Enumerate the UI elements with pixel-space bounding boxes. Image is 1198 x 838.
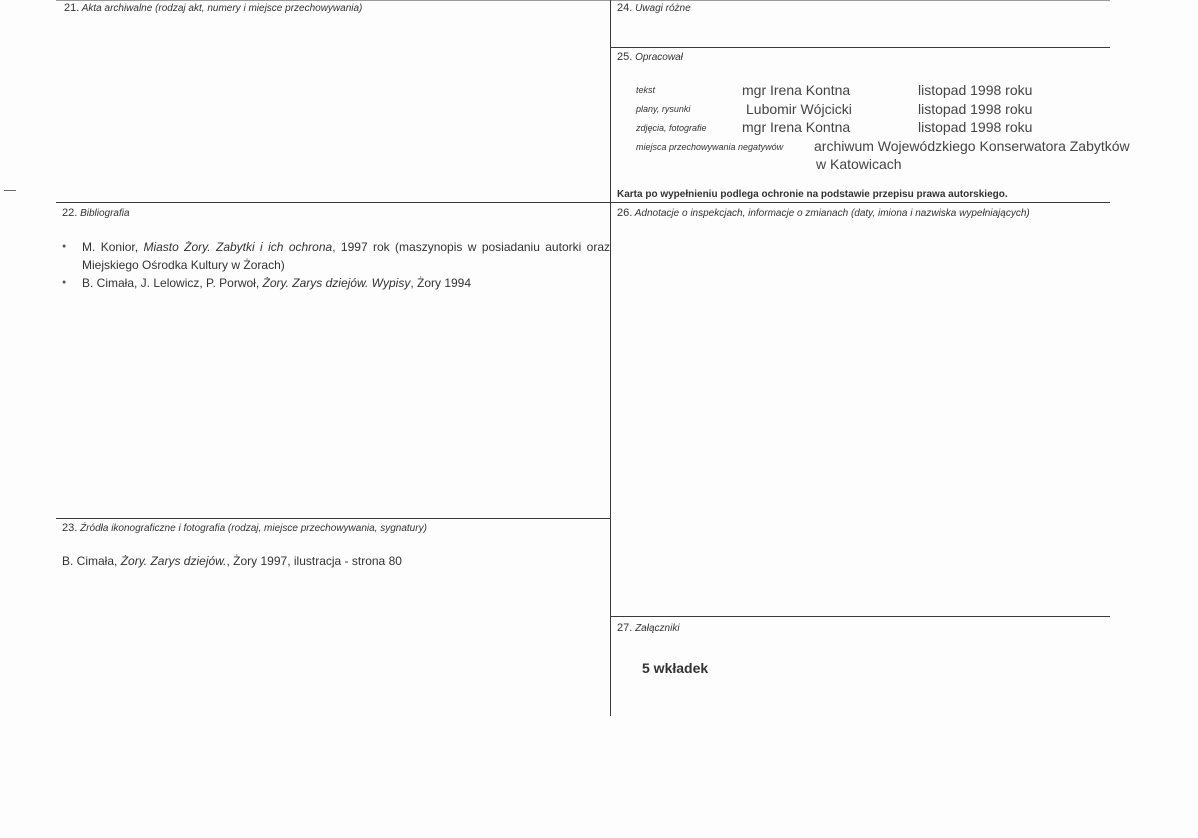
bib-author: B. Cimała, J. Lelowicz, P. Porwoł, <box>82 276 263 290</box>
sec21-label: Akta archiwalne (rodzaj akt, numery i miejsce przechowywania) <box>81 3 363 14</box>
sec25-row-name: mgr Irena Kontna <box>742 82 851 98</box>
sec25-header <box>617 51 683 63</box>
sec23-number: 23. <box>62 522 78 534</box>
sec24-header <box>617 2 691 14</box>
sec25-row-date: listopad 1998 roku <box>918 119 1033 135</box>
sec24-number: 24. <box>617 2 633 14</box>
sec25-row-date: listopad 1998 roku <box>918 101 1033 117</box>
sec21-header <box>64 2 362 14</box>
column-divider <box>610 0 611 716</box>
sec26-label: Adnotacje o inspekcjach, informacje o zmianach (daty, imiona i nazwiska wypełniających) <box>634 208 1030 219</box>
sec22-label: Bibliografia <box>80 208 130 219</box>
divider-25-26 <box>611 202 1110 203</box>
bibliography-item <box>62 238 610 274</box>
sec23-label: Źródła ikonograficzne i fotografia (rodzaj, miejsce przechowywania, sygnatury) <box>80 523 427 534</box>
sec25-row-name: Lubomir Wójcicki <box>746 101 852 117</box>
sec25-row-label: plany, rysunki <box>636 104 691 114</box>
sec24-label: Uwagi różne <box>635 3 691 14</box>
divider-26-27 <box>611 616 1110 617</box>
bib-rest: , 1997 rok (maszynopis w posiadaniu autorki oraz Miejskiego Ośrodka Kultury w Żorach) <box>82 240 610 272</box>
sec27-header <box>617 622 680 634</box>
iconography-entry <box>62 554 402 568</box>
sec22-header <box>62 207 130 219</box>
sec25-number: 25. <box>617 51 633 63</box>
attachments-value: 5 wkładek <box>642 660 709 676</box>
bibliography-list <box>62 238 610 292</box>
sec25-label: Opracował <box>635 52 683 63</box>
sec25-row-name: mgr Irena Kontna <box>742 119 851 135</box>
bib-author: M. Konior, <box>82 240 144 254</box>
bib-title: Miasto Żory. Zabytki i ich ochrona <box>143 240 333 254</box>
sec23-header <box>62 522 427 534</box>
bibliography-item <box>62 274 610 292</box>
iconography-title: Żory. Zarys dziejów. <box>120 554 227 568</box>
sec25-negatives-value: archiwum Wojewódzkiego Konserwatora Zabytków <box>814 138 1130 154</box>
sec25-row-label: zdjęcia, fotografie <box>636 123 707 133</box>
iconography-rest: , Żory 1997, ilustracja - strona 80 <box>226 554 402 568</box>
top-border <box>56 0 1110 1</box>
sec25-negatives-label: miejsca przechowywania negatywów <box>636 142 784 152</box>
divider-24-25 <box>611 47 1110 48</box>
divider-22-23 <box>56 518 610 519</box>
sec26-header <box>617 207 1030 219</box>
sec21-number: 21. <box>64 2 80 14</box>
bib-rest: , Żory 1994 <box>410 276 472 290</box>
sec25-negatives-value: w Katowicach <box>816 156 902 172</box>
sec25-row-label: tekst <box>636 85 656 95</box>
divider-21-22 <box>56 202 610 203</box>
sec27-label: Załączniki <box>635 623 680 634</box>
iconography-author: B. Cimała, <box>62 554 121 568</box>
bib-title: Żory. Zarys dziejów. Wypisy <box>262 276 411 290</box>
sec27-number: 27. <box>617 622 633 634</box>
copyright-note: Karta po wypełnieniu podlega ochronie na podstawie przepisu prawa autorskiego. <box>617 189 1008 200</box>
sec22-number: 22. <box>62 207 78 219</box>
margin-mark <box>4 190 16 191</box>
sec25-row-date: listopad 1998 roku <box>918 82 1033 98</box>
sec26-number: 26. <box>617 207 633 219</box>
